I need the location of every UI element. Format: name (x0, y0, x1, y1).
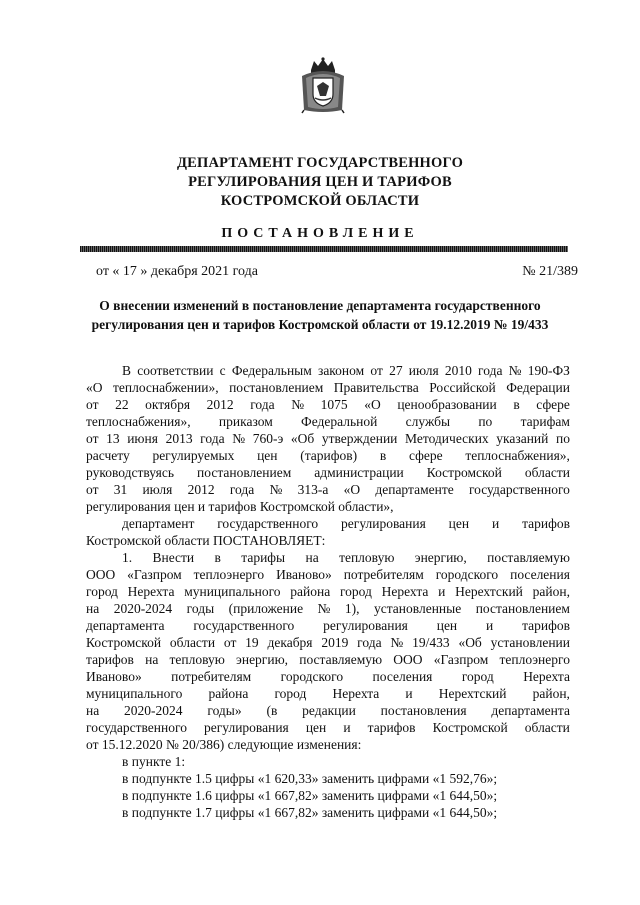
body-line: Иваново» потребителям городского поселения город Нерехта (86, 669, 570, 684)
document-body (86, 362, 570, 821)
document-number: № 21/389 (522, 264, 578, 279)
document-date: от « 17 » декабря 2021 года (96, 264, 258, 279)
body-line: от 13 июня 2013 года № 760-э «Об утверждении Методических указаний по (86, 431, 570, 446)
body-line: Костромской области от 19 декабря 2019 года № 19/433 «Об установлении (86, 635, 570, 650)
body-line: город Нерехта муниципального района город Нерехта и Нерехтский район, (86, 584, 570, 599)
org-line-1: ДЕПАРТАМЕНТ ГОСУДАРСТВЕННОГО (176, 155, 464, 171)
subject-line-1: О внесении изменений в постановление департамента государственного (99, 298, 541, 313)
document-subject (0, 296, 640, 334)
body-line: от 15.12.2020 № 20/386) следующие изменения: (86, 737, 362, 752)
body-line: Костромской области ПОСТАНОВЛЯЕТ: (86, 533, 326, 548)
body-line: в подпункте 1.7 цифры «1 667,82» заменить цифрами «1 644,50»; (122, 805, 498, 820)
org-line-3: КОСТРОМСКОЙ ОБЛАСТИ (220, 193, 420, 209)
body-line: руководствуясь постановлением администрации Костромской области (86, 465, 570, 480)
header-divider (80, 246, 568, 252)
body-line: регулирования цен и тарифов Костромской области», (86, 499, 394, 514)
organization-name (0, 154, 640, 211)
body-line: ООО «Газпром теплоэнерго Иваново» потребителям городского поселения (86, 567, 570, 582)
body-line: департамента государственного регулирования цен и тарифов (86, 618, 570, 633)
body-line: в пункте 1: (122, 754, 186, 769)
body-line: В соответствии с Федеральным законом от 27 июля 2010 года № 190-ФЗ (122, 363, 570, 378)
body-line: тарифов на тепловую энергию, поставляемую ООО «Газпром теплоэнерго (86, 652, 570, 667)
body-line: теплоснабжения», приказом Федеральной службы по тарифам (86, 414, 570, 429)
body-line: от 22 октября 2012 года № 1075 «О ценообразовании в сфере (86, 397, 570, 412)
body-line: на 2020-2024 годы» (в редакции постановления департамента (86, 703, 570, 718)
body-line: на 2020-2024 годы (приложение № 1), установленные постановлением (86, 601, 570, 616)
body-line: расчету регулируемых цен (тарифов) в сфере теплоснабжения», (86, 448, 570, 463)
document-type-title: ПОСТАНОВЛЕНИЕ (221, 226, 419, 241)
body-line: департамент государственного регулирования цен и тарифов (122, 516, 570, 531)
body-line: 1. Внести в тарифы на тепловую энергию, поставляемую (122, 550, 570, 565)
body-line: «О теплоснабжении», постановлением Правительства Российской Федерации (86, 380, 570, 395)
body-line: от 31 июля 2012 года № 313-а «О департаменте государственного (86, 482, 570, 497)
subject-line-2: регулирования цен и тарифов Костромской области от 19.12.2019 № 19/433 (91, 317, 549, 332)
body-line: государственного регулирования цен и тарифов Костромской области (86, 720, 570, 735)
body-line: муниципального района город Нерехта и Нерехтский район, (86, 686, 570, 701)
coat-of-arms-emblem (298, 56, 348, 114)
body-line: в подпункте 1.5 цифры «1 620,33» заменить цифрами «1 592,76»; (122, 771, 498, 786)
body-line: в подпункте 1.6 цифры «1 667,82» заменить цифрами «1 644,50»; (122, 788, 498, 803)
org-line-2: РЕГУЛИРОВАНИЯ ЦЕН И ТАРИФОВ (188, 174, 452, 190)
